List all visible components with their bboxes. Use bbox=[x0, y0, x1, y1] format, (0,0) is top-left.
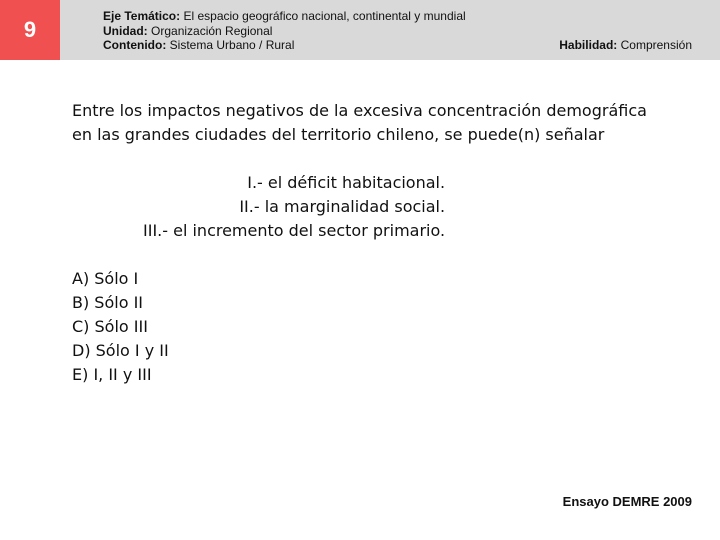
source-footer: Ensayo DEMRE 2009 bbox=[562, 494, 692, 509]
habilidad-label: Habilidad: bbox=[559, 38, 618, 52]
question-line-2: en las grandes ciudades del territorio chileno, se puede(n) señalar bbox=[72, 125, 605, 144]
question-line-1: Entre los impactos negativos de la excesiva concentración demográfica bbox=[72, 101, 647, 120]
question-stem bbox=[72, 99, 682, 147]
question-metadata bbox=[103, 9, 466, 53]
statement-list bbox=[143, 171, 445, 243]
eje-tematico-label: Eje Temático: bbox=[103, 9, 181, 23]
option-d[interactable]: D) Sólo I y II bbox=[72, 341, 169, 360]
option-c[interactable]: C) Sólo III bbox=[72, 317, 148, 336]
statement-item: III.- el incremento del sector primario. bbox=[143, 221, 446, 240]
answer-options bbox=[72, 267, 169, 387]
statement-item: I.- el déficit habitacional. bbox=[247, 173, 446, 192]
option-a[interactable]: A) Sólo I bbox=[72, 269, 139, 288]
question-number-badge bbox=[0, 0, 60, 60]
habilidad-line bbox=[559, 38, 692, 52]
unidad-line bbox=[103, 24, 466, 39]
contenido-value: Sistema Urbano / Rural bbox=[169, 38, 295, 52]
question-number: 9 bbox=[23, 17, 37, 42]
option-b[interactable]: B) Sólo II bbox=[72, 293, 144, 312]
contenido-line bbox=[103, 38, 466, 53]
habilidad-value: Comprensión bbox=[620, 38, 692, 52]
unidad-value: Organización Regional bbox=[151, 23, 273, 38]
statement-item: II.- la marginalidad social. bbox=[239, 197, 446, 216]
option-e[interactable]: E) I, II y III bbox=[72, 365, 152, 384]
eje-tematico-value: El espacio geográfico nacional, continental y mundial bbox=[183, 9, 466, 23]
eje-tematico-line bbox=[103, 9, 466, 24]
unidad-label: Unidad: bbox=[103, 23, 148, 38]
contenido-label: Contenido: bbox=[103, 38, 167, 52]
